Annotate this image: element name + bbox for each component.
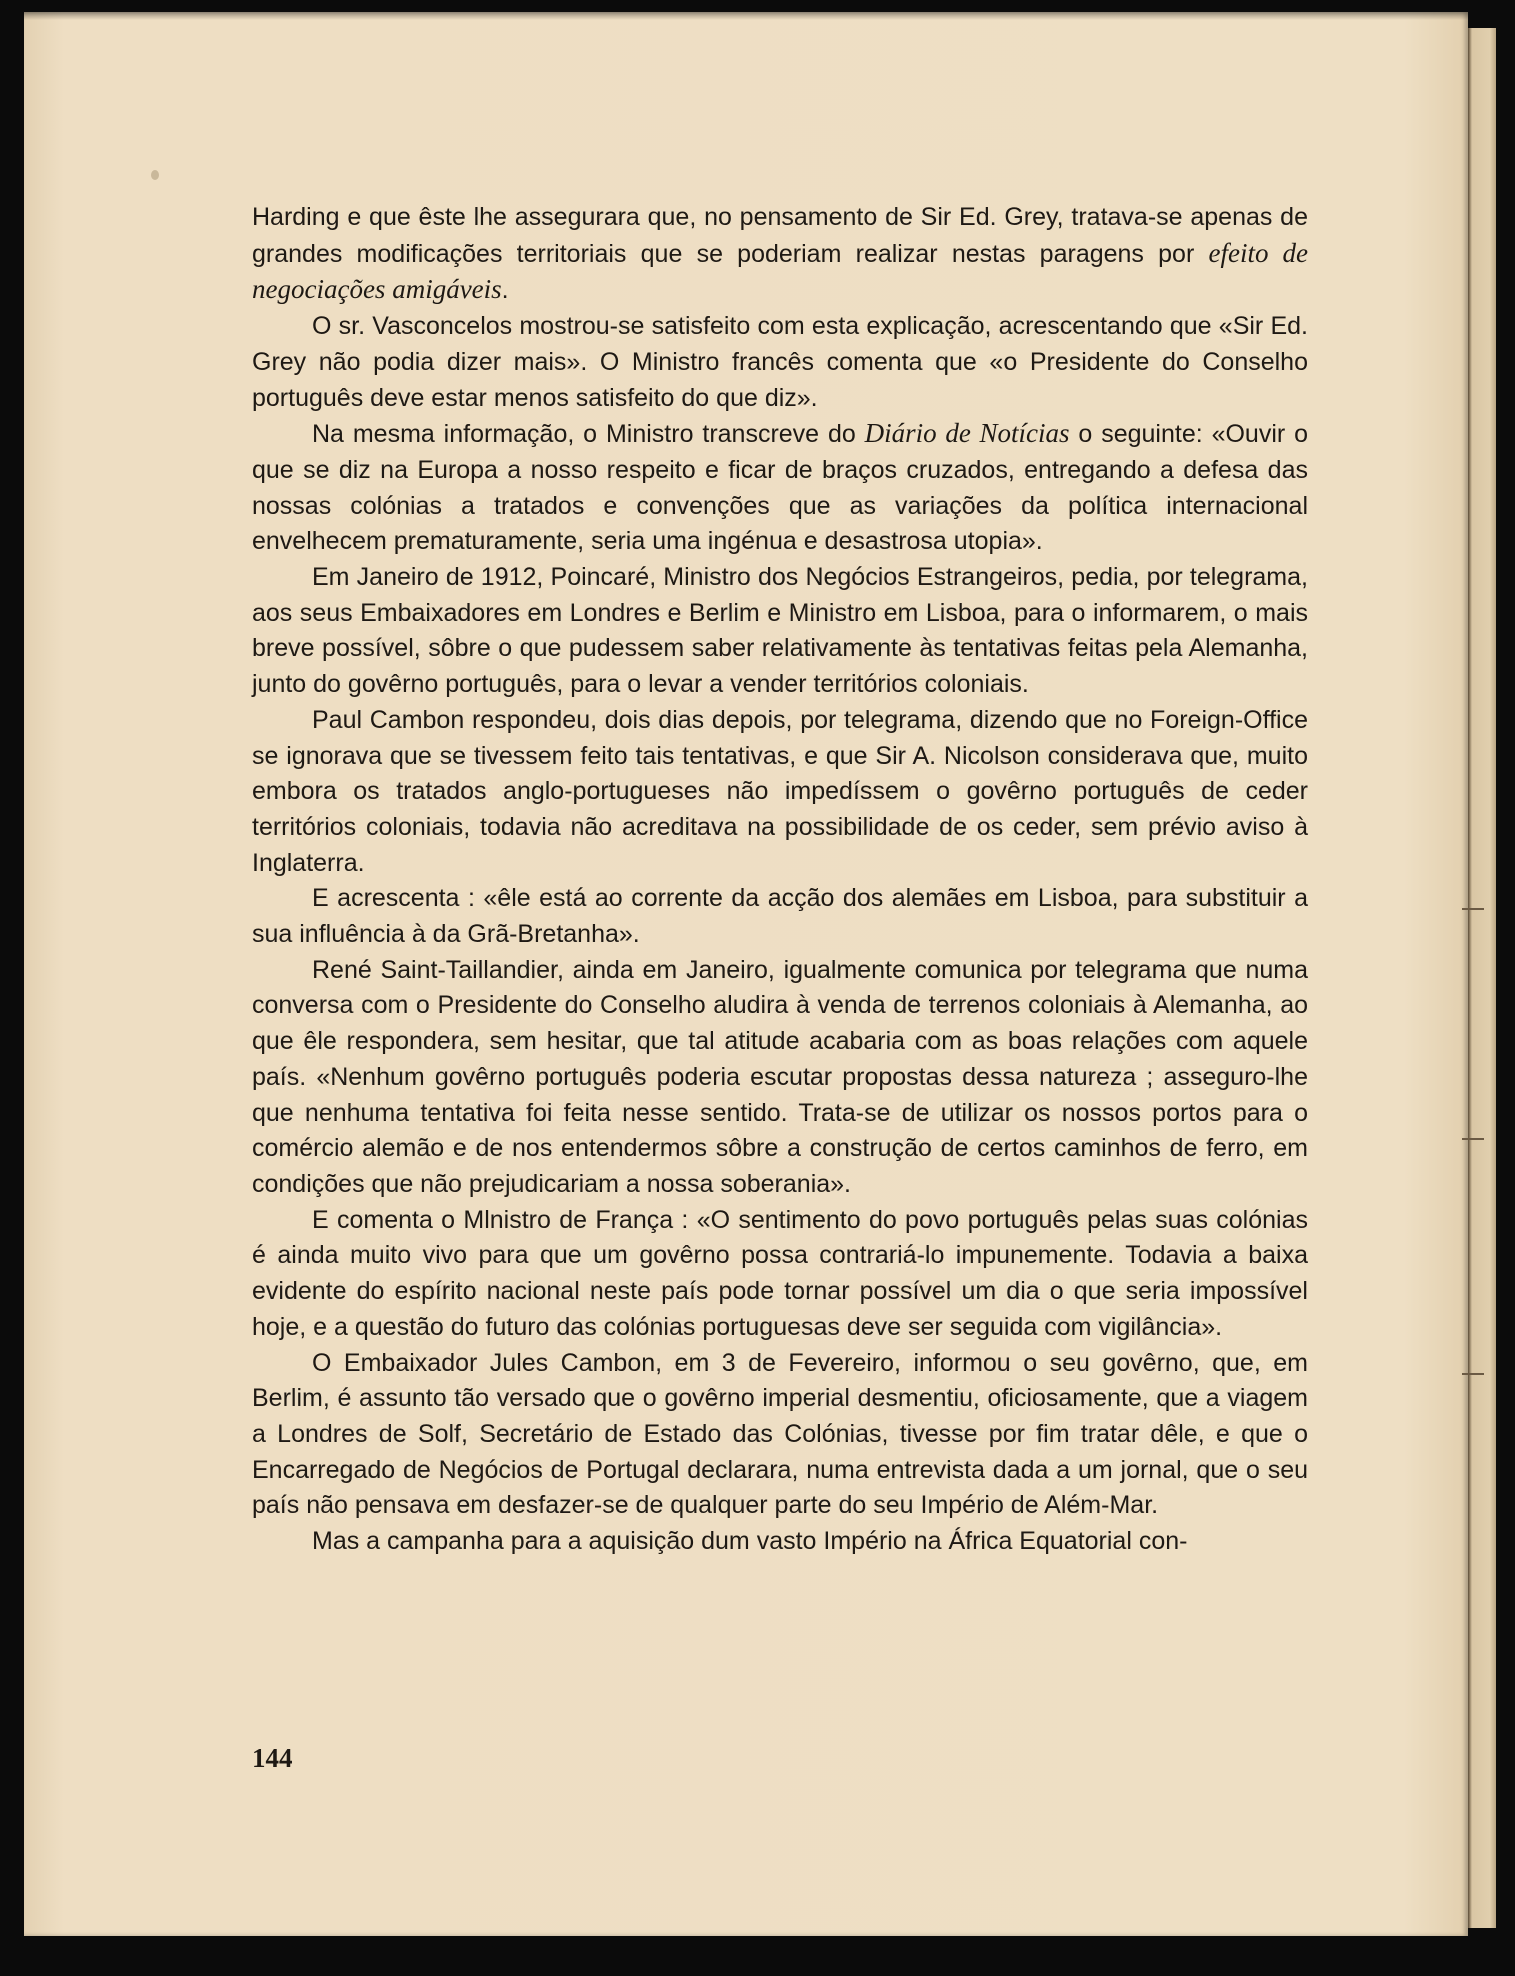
italic-title: efeito de negociações amigáveis — [252, 237, 1308, 305]
text-run: o seguinte: «Ouvir o que se diz na Europa a nosso respeito e ficar de braços cruzados, entregando a defesa das nossas colónias a tratados e convenções que as variações da política internacional envelhecem prematuramente, seria uma ingénua e desastrosa utopia». — [252, 420, 1308, 556]
paragraph — [252, 309, 1308, 416]
paragraph — [252, 416, 1308, 560]
next-page-edge — [1468, 28, 1496, 1928]
text-run: O Embaixador Jules Cambon, em 3 de Fevereiro, informou o seu govêrno, que, em Berlim, é assunto tão versado que o govêrno imperial desmentiu, oficiosamente, que a viagem a Londres de Solf, Secretário de Estado das Colónias, tivesse por fim tratar dêle, e que o Encarregado de Negócios de Portugal declarara, numa entrevista dada a um jornal, que o seu país não pensava em desfazer-se de qualquer parte do seu Império de Além-Mar. — [252, 1348, 1308, 1520]
text-run: Na mesma informação, o Ministro transcreve do — [312, 420, 865, 449]
edge-mark — [1462, 908, 1484, 910]
text-run: Paul Cambon respondeu, dois dias depois, por telegrama, dizendo que no Foreign-Office se ignorava que se tivessem feito tais tentativas, e que Sir A. Nicolson considerava que, muito embora os tratados anglo-portugueses não impedíssem o govêrno português de ceder territórios coloniais, todavia não acreditava na possibilidade de os ceder, sem prévio aviso à Inglaterra. — [252, 705, 1308, 877]
text-run: E comenta o Mlnistro de França : «O sentimento do povo português pelas suas colónias é ainda muito vivo para que um govêrno possa contrariá-lo impunemente. Todavia a baixa evidente do espírito nacional neste país pode tornar possível um dia o que seria impossível hoje, e a questão do futuro das colónias portuguesas deve ser seguida com vigilância». — [252, 1205, 1308, 1341]
paragraph — [252, 200, 1308, 309]
paragraph — [252, 1524, 1308, 1560]
text-run: E acrescenta : «êle está ao corrente da acção dos alemães em Lisboa, para substituir a sua influência à da Grã-Bretanha». — [252, 884, 1308, 949]
paragraph — [252, 560, 1308, 703]
body-text — [252, 200, 1308, 1560]
text-run: Em Janeiro de 1912, Poincaré, Ministro dos Negócios Estrangeiros, pedia, por telegrama, aos seus Embaixadores em Londres e Berlim e Ministro em Lisboa, para o informarem, o mais breve possível, sôbre o que pudessem saber relativamente às tentativas feitas pela Alemanha, junto do govêrno português, para o levar a vender territórios coloniais. — [252, 563, 1308, 699]
paragraph — [252, 703, 1308, 882]
text-run: . — [501, 276, 509, 305]
italic-title: Diário de Notícias — [864, 418, 1070, 449]
paragraph — [252, 953, 1308, 1203]
text-run: René Saint-Taillandier, ainda em Janeiro, igualmente comunica por telegrama que numa conversa com o Presidente do Conselho aludira à venda de terrenos coloniais à Alemanha, ao que êle respondera, sem hesitar, que tal atitude acabaria com as boas relações com aquele país. «Nenhum govêrno português poderia escutar propostas dessa natureza ; asseguro-lhe que nenhuma tentativa foi feita nesse sentido. Trata-se de utilizar os nossos portos para o comércio alemão e de nos entendermos sôbre a construção de certos caminhos de ferro, em condições que não prejudicariam a nossa soberania». — [252, 955, 1308, 1198]
paper-spot — [151, 170, 159, 180]
page-number: 144 — [252, 1743, 293, 1773]
paragraph — [252, 1203, 1308, 1346]
text-run: Harding e que êste lhe assegurara que, no pensamento de Sir Ed. Grey, tratava-se apenas de grandes modificações territoriais que se poderiam realizar nestas paragens por — [252, 203, 1308, 268]
paragraph — [252, 881, 1308, 952]
page-top-shadow — [24, 12, 1468, 20]
text-run: Mas a campanha para a aquisição dum vasto Império na África Equatorial con- — [312, 1527, 1188, 1556]
edge-mark — [1462, 1373, 1484, 1375]
text-run: O sr. Vasconcelos mostrou-se satisfeito com esta explicação, acrescentando que «Sir Ed. Grey não podia dizer mais». O Ministro francês comenta que «o Presidente do Conselho português deve estar menos satisfeito do que diz». — [252, 312, 1308, 412]
edge-mark — [1462, 1138, 1484, 1140]
paragraph — [252, 1346, 1308, 1525]
